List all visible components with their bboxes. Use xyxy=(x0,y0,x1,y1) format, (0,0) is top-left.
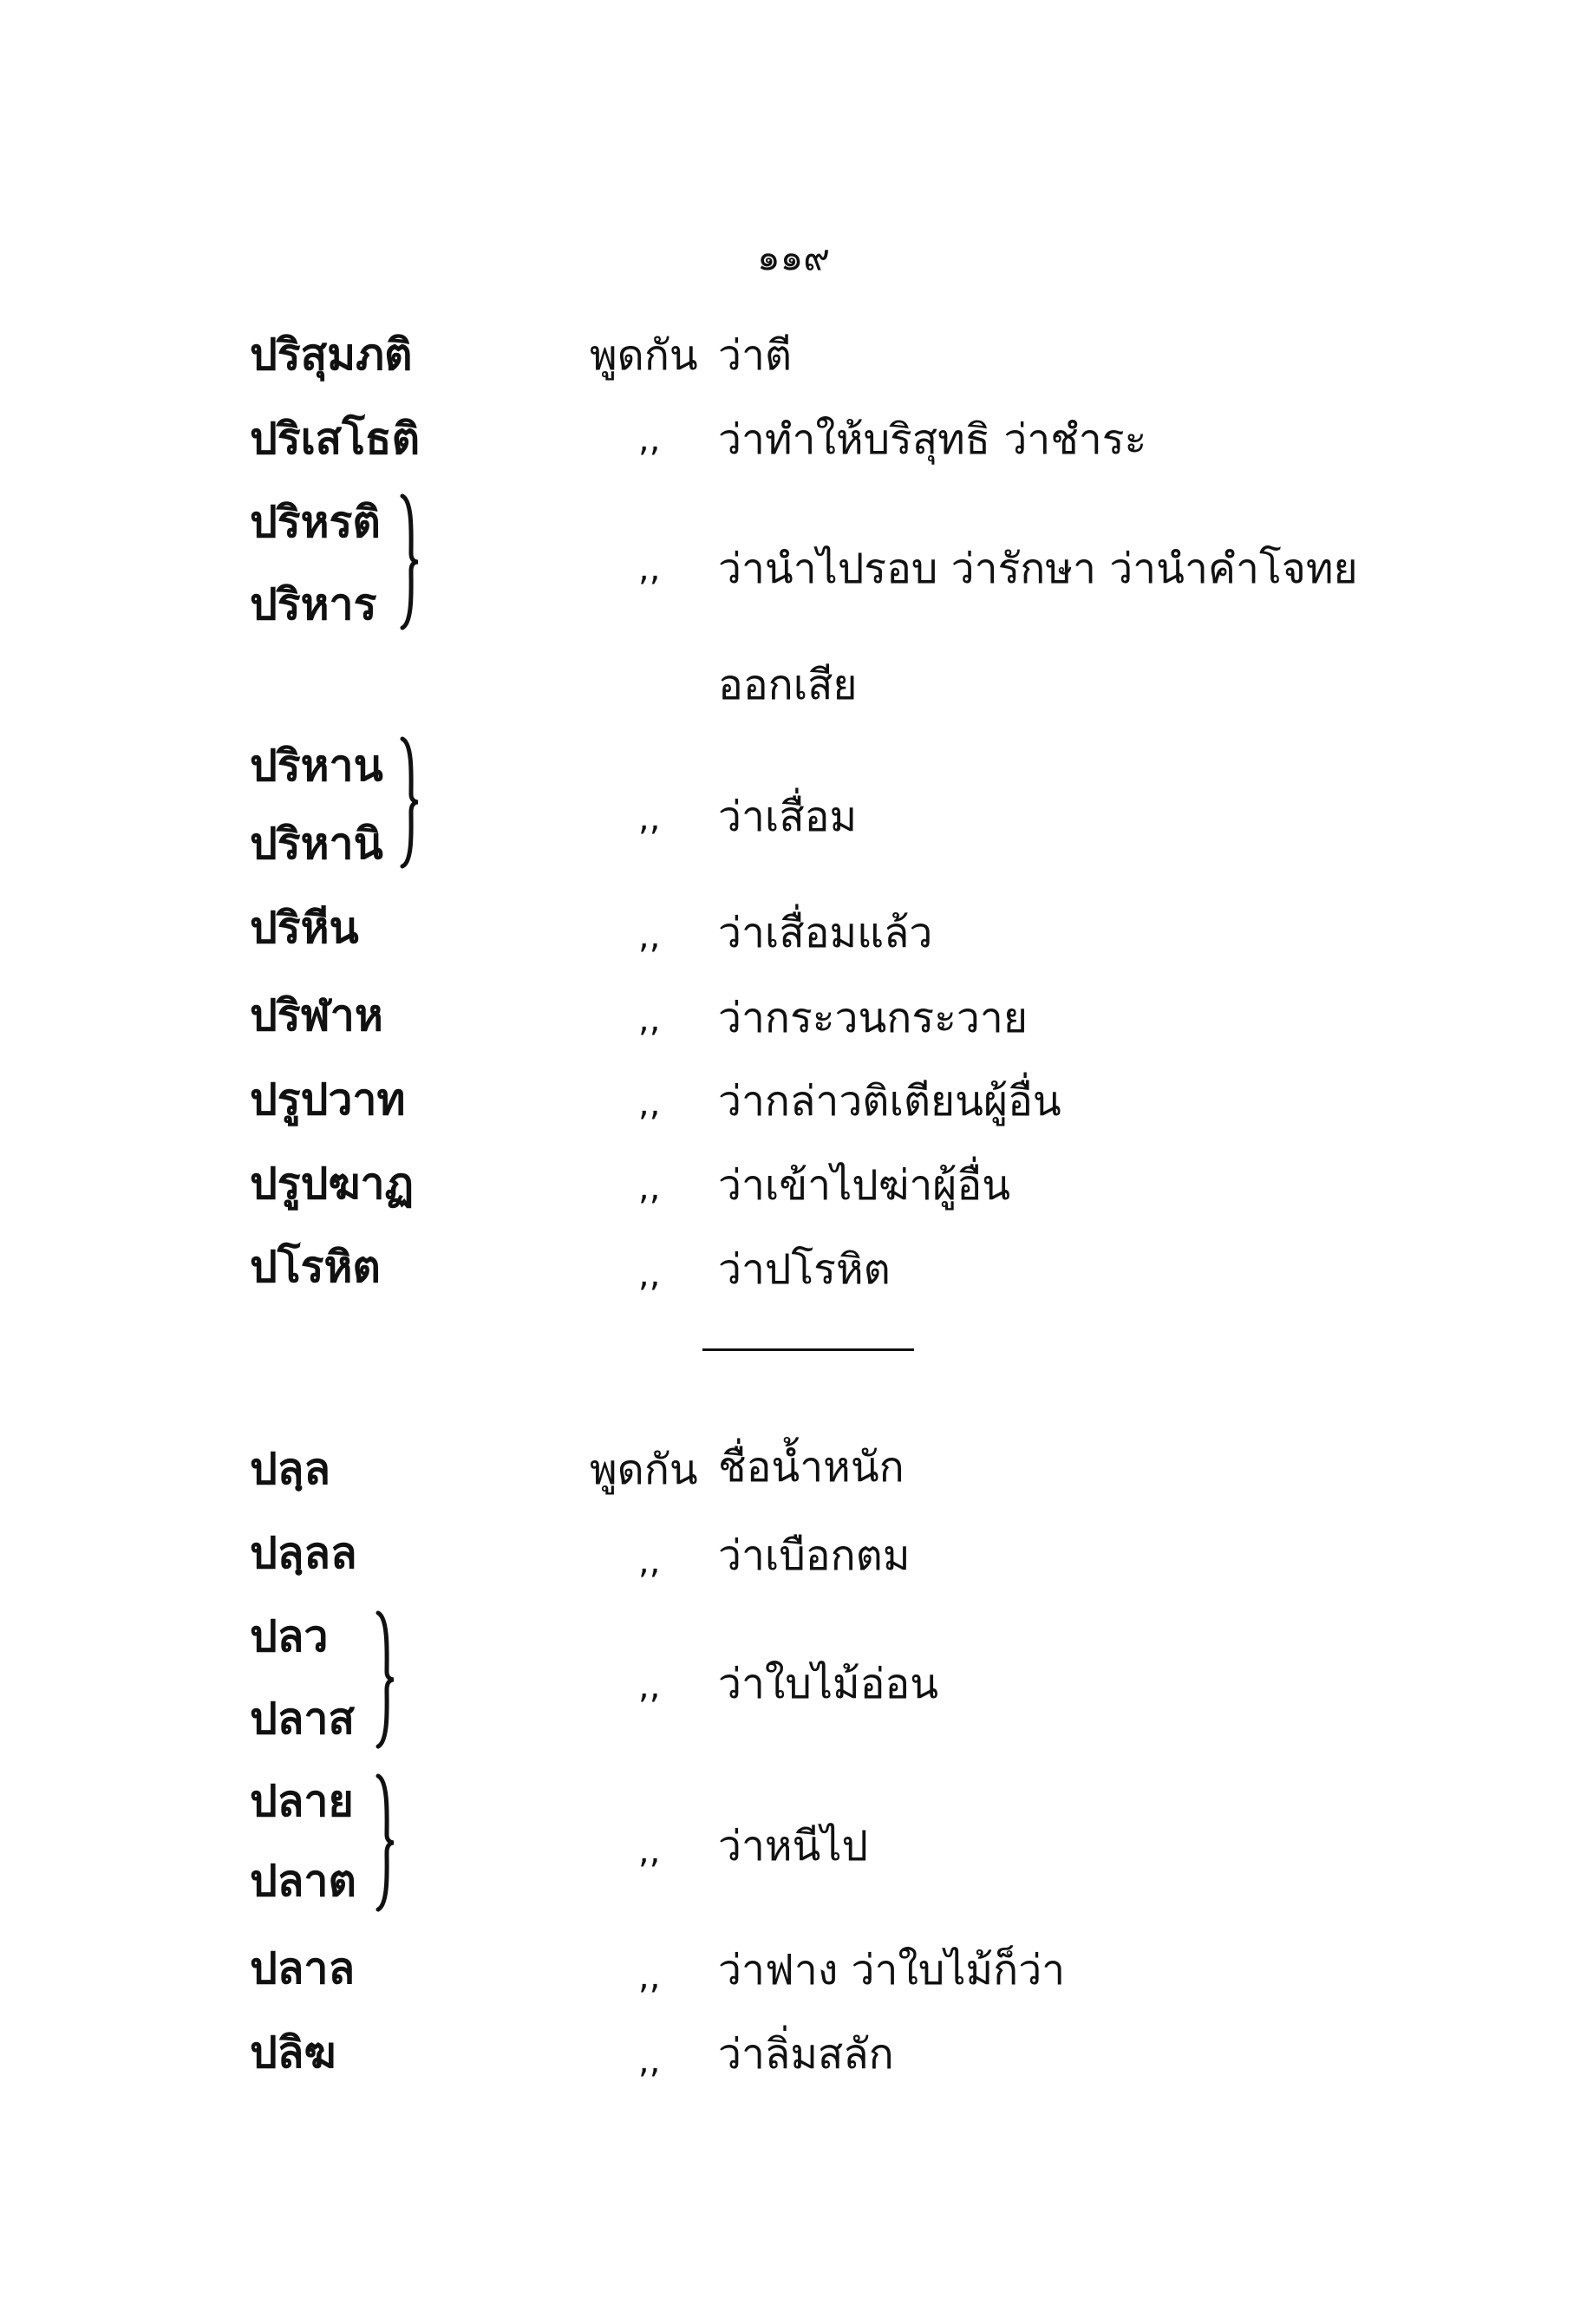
entry-definition: ว่านำไปรอบ ว่ารักษา ว่านำคำโจทย xyxy=(718,545,1358,593)
entry-term: ปริหาน xyxy=(250,741,383,791)
entry-definition: ว่าหนีไป xyxy=(718,1822,868,1870)
entry-definition: ว่าเข้าไปฆ่าผู้อื่น xyxy=(718,1161,1011,1210)
ditto-mark: ,, xyxy=(638,1667,661,1707)
ditto-mark: ,, xyxy=(638,1957,661,1997)
entry-definition: ว่าทำให้บริสุทธิ ว่าชำระ xyxy=(718,415,1147,464)
entry-term: ปลาต xyxy=(250,1856,356,1906)
entry-term: ปริหรติ xyxy=(250,497,381,547)
entry-term: ปริสุมภติ xyxy=(250,330,413,380)
entry-definition: ว่าลิ่มสลัก xyxy=(718,2030,894,2079)
entry-definition: ว่าตี xyxy=(718,331,793,380)
brace-icon xyxy=(373,1609,399,1750)
entry-term: ปลิฆ xyxy=(250,2027,336,2078)
entry-term: ปริเสโธติ xyxy=(250,414,421,464)
entry-term: ปลาย xyxy=(250,1776,354,1826)
brace-icon xyxy=(397,735,423,870)
entry-definition: ว่าเสื่อมแล้ว xyxy=(718,909,933,957)
ditto-mark: ,, xyxy=(638,1168,661,1208)
entry-definition: ว่าใบไม้อ่อน xyxy=(718,1660,939,1708)
entry-label: พูดกัน xyxy=(590,1446,698,1494)
entry-definition: ว่าเบือกตม xyxy=(718,1531,911,1580)
ditto-mark: ,, xyxy=(638,1084,661,1124)
entry-definition: ว่าฟาง ว่าใบไม้ก็ว่า xyxy=(718,1946,1066,1994)
entry-definition: ว่าเสื่อม xyxy=(718,793,858,841)
ditto-mark: ,, xyxy=(638,1831,661,1871)
entry-term: ปริหานิ xyxy=(250,819,383,869)
ditto-mark: ,, xyxy=(638,799,661,839)
entry-definition: ว่าปโรหิต xyxy=(718,1245,891,1294)
ditto-mark: ,, xyxy=(638,1255,661,1295)
entry-term: ปลว xyxy=(250,1611,329,1661)
entry-term: ปลฺล xyxy=(250,1444,331,1494)
entry-definition: ชื่อน้ำหนัก xyxy=(718,1443,905,1492)
entry-term: ปรูปวาท xyxy=(250,1074,406,1125)
entry-term: ปลาล xyxy=(250,1943,356,1994)
entry-term: ปริหาร xyxy=(250,579,377,630)
brace-icon xyxy=(397,493,423,631)
ditto-mark: ,, xyxy=(638,420,661,460)
page-number: ๑๑๙ xyxy=(756,236,831,278)
ditto-mark: ,, xyxy=(638,1542,661,1582)
entry-definition: ว่ากล่าวติเตียนผู้อื่น xyxy=(718,1077,1061,1126)
entry-term: ปรูปฆาฏ xyxy=(250,1159,415,1209)
entry-definition-continued: ออกเสีย xyxy=(718,661,858,709)
entry-term: ปริหีน xyxy=(250,903,359,953)
brace-icon xyxy=(373,1772,399,1913)
entry-term: ปริฬาห xyxy=(250,990,383,1041)
ditto-mark: ,, xyxy=(638,549,661,589)
ditto-mark: ,, xyxy=(638,917,661,956)
entry-term: ปลฺลล xyxy=(250,1528,357,1578)
entry-term: ปลาส xyxy=(250,1694,355,1744)
section-divider xyxy=(702,1348,914,1351)
ditto-mark: ,, xyxy=(638,1000,661,1040)
entry-label: พูดกัน xyxy=(590,331,698,380)
entry-definition: ว่ากระวนกระวาย xyxy=(718,994,1028,1042)
entry-term: ปโรหิต xyxy=(250,1242,381,1292)
ditto-mark: ,, xyxy=(638,2041,661,2081)
